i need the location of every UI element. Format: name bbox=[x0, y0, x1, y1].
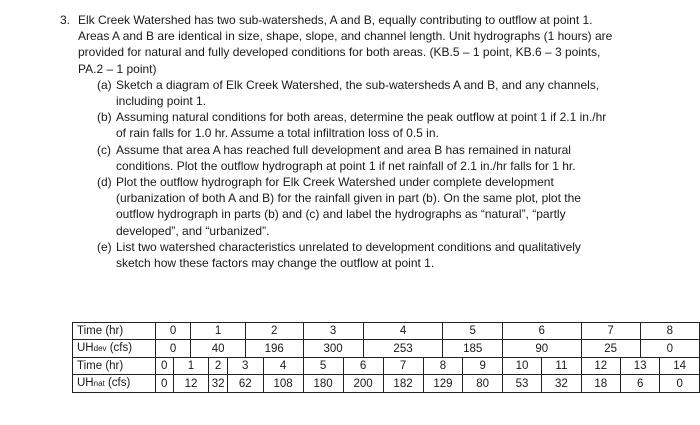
table-cell: 25 bbox=[581, 340, 640, 358]
table-cell: 32 bbox=[542, 375, 581, 393]
part-a bbox=[78, 77, 618, 109]
unit-hydrograph-table bbox=[72, 322, 700, 393]
part-text: List two watershed characteristics unrelated to development conditions and qualitatively sketch how these factors may change the outflow at point 1. bbox=[116, 239, 581, 271]
table-cell: 0 bbox=[640, 340, 699, 358]
table-cell: 6 bbox=[343, 358, 383, 375]
table-cell: 2 bbox=[245, 323, 303, 340]
table-cell: 8 bbox=[640, 323, 699, 340]
table-cell: 3 bbox=[303, 323, 363, 340]
table-cell: 129 bbox=[423, 375, 463, 393]
part-text: Assuming natural conditions for both areas, determine the peak outflow at point 1 if 2.1 in./hr of rain falls for 1.0 hr. Assume a total infiltration loss of 0.5 in. bbox=[116, 110, 607, 141]
row-label-subscript: nat bbox=[93, 379, 105, 388]
table-cell: 5 bbox=[443, 323, 502, 340]
table-cell: 4 bbox=[363, 323, 443, 340]
table-cell: 14 bbox=[660, 358, 700, 375]
table-cell: 253 bbox=[363, 340, 443, 358]
table-cell: 32 bbox=[209, 375, 228, 393]
table-cell: 2 bbox=[209, 358, 228, 375]
table-cell: 8 bbox=[423, 358, 463, 375]
table-cell: 13 bbox=[620, 358, 659, 375]
table-cell: 53 bbox=[502, 375, 541, 393]
row-label-subscript: dev bbox=[93, 344, 107, 353]
table-cell: 80 bbox=[463, 375, 502, 393]
table-cell: 182 bbox=[383, 375, 423, 393]
table-cell: 6 bbox=[620, 375, 659, 393]
question-parts bbox=[78, 77, 618, 271]
part-d bbox=[78, 174, 618, 239]
part-label: (d) bbox=[97, 175, 112, 190]
table-row-uh-nat bbox=[73, 375, 700, 393]
table-cell: 300 bbox=[303, 340, 363, 358]
table-cell: 11 bbox=[542, 358, 581, 375]
part-text: Plot the outflow hydrograph for Elk Creek Watershed under complete development (urbanization of both A and B) for the rainfall given in part (b). On the same plot, plot the outflow hydrograph in parts (b) and (c) and label the hydrographs as “natural”, “partly developed”, and “urbanized”. bbox=[116, 175, 581, 238]
table-cell: 196 bbox=[245, 340, 303, 358]
table-cell: 12 bbox=[581, 358, 620, 375]
table-row-uh-dev bbox=[73, 340, 700, 358]
table-cell: 180 bbox=[303, 375, 343, 393]
part-label: (e) bbox=[97, 239, 112, 254]
question-number: 3. bbox=[60, 13, 71, 27]
row-label-main: UH bbox=[77, 342, 94, 354]
table-cell: 5 bbox=[303, 358, 343, 375]
part-label: (c) bbox=[97, 142, 111, 157]
table-cell: 90 bbox=[502, 340, 581, 358]
part-b bbox=[78, 109, 618, 141]
table-cell: 108 bbox=[263, 375, 303, 393]
part-c bbox=[78, 142, 618, 174]
table-cell: 7 bbox=[383, 358, 423, 375]
table-cell: 6 bbox=[502, 323, 581, 340]
table-cell: 62 bbox=[227, 375, 263, 393]
question-block bbox=[60, 12, 618, 271]
part-text: Assume that area A has reached full development and area B has remained in natural conditions. Plot the outflow hydrograph at point 1 if net rainfall of 2.1 in./hr falls for 1 hr. bbox=[116, 142, 576, 173]
row-label bbox=[73, 375, 156, 393]
table-cell: 18 bbox=[581, 375, 620, 393]
row-label bbox=[73, 340, 156, 358]
row-label: Time (hr) bbox=[73, 323, 156, 340]
row-label-unit: (cfs) bbox=[106, 342, 133, 354]
part-e bbox=[78, 239, 618, 271]
row-label-main: UH bbox=[77, 377, 94, 389]
table-cell: 12 bbox=[173, 375, 209, 393]
table-cell: 10 bbox=[502, 358, 541, 375]
question-intro: Elk Creek Watershed has two sub-watersheds, A and B, equally contributing to outflow at point 1. Areas A and B are identical in size, shape, slope, and channel length. Unit hydrographs (1 hours) are provided for natural and fully developed conditions for both areas. (KB.5 – 1 point, KB.6 – 3 points, PA.2 – 1 point) bbox=[78, 13, 613, 76]
part-text: Sketch a diagram of Elk Creek Watershed, the sub-watersheds A and B, and any channels, including point 1. bbox=[116, 77, 600, 109]
table-cell: 185 bbox=[443, 340, 502, 358]
row-label: Time (hr) bbox=[73, 358, 156, 375]
table-cell: 9 bbox=[463, 358, 502, 375]
table-row-time-dev bbox=[73, 323, 700, 340]
table-cell: 200 bbox=[343, 375, 383, 393]
table-cell: 4 bbox=[263, 358, 303, 375]
table-cell: 1 bbox=[191, 323, 245, 340]
table-cell: 7 bbox=[581, 323, 640, 340]
table-cell: 0 bbox=[155, 358, 173, 375]
table-cell: 0 bbox=[155, 375, 173, 393]
table-cell: 0 bbox=[155, 340, 191, 358]
part-label: (b) bbox=[97, 110, 112, 125]
table-row-time-nat bbox=[73, 358, 700, 375]
table-cell: 0 bbox=[155, 323, 191, 340]
row-label-unit: (cfs) bbox=[104, 377, 131, 389]
table-cell: 0 bbox=[660, 375, 700, 393]
table-cell: 3 bbox=[227, 358, 263, 375]
table-cell: 40 bbox=[191, 340, 245, 358]
part-label: (a) bbox=[97, 77, 112, 92]
table-cell: 1 bbox=[173, 358, 209, 375]
